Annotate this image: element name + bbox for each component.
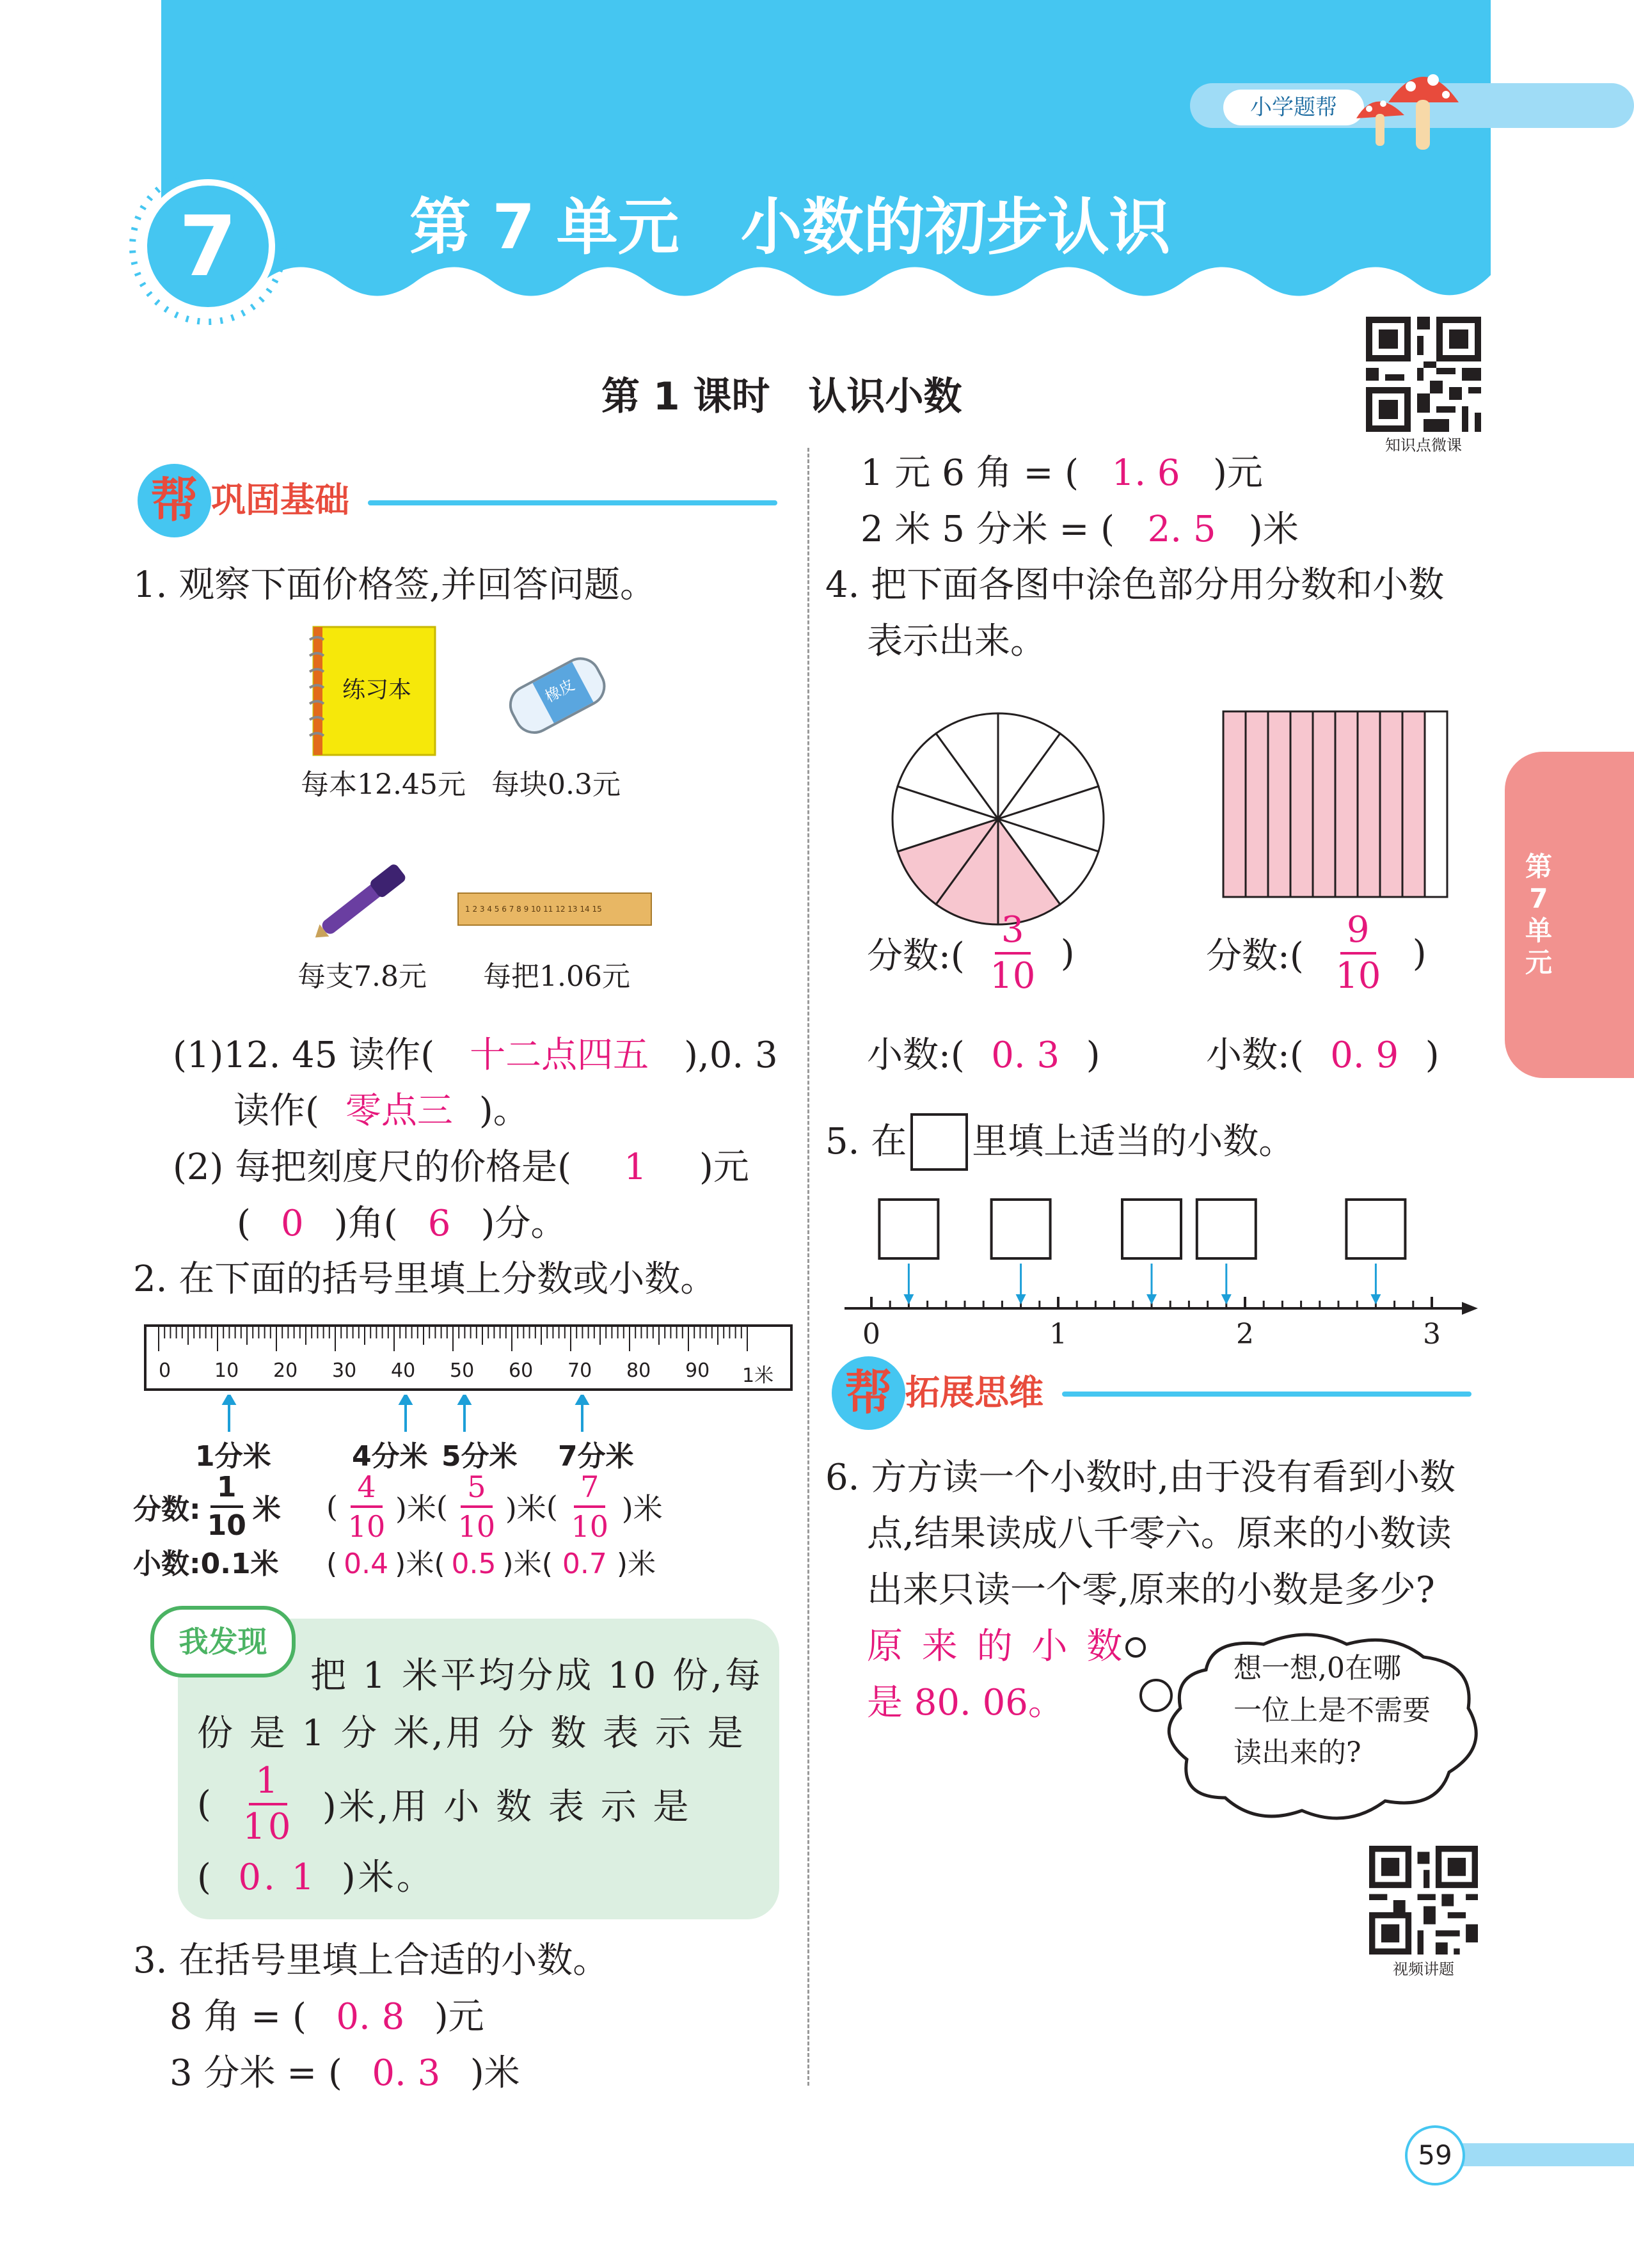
ruler-label: 10 bbox=[214, 1360, 239, 1382]
q1-answer-jiao: 0 bbox=[281, 1203, 304, 1244]
bar-strip-diagram bbox=[1222, 710, 1452, 902]
note-fraction: $\frac{1}{10}$ bbox=[242, 1760, 294, 1848]
axis-label: 2 bbox=[1236, 1318, 1254, 1351]
unit-title: 第 7 单元 小数的初步认识 bbox=[409, 191, 1171, 263]
arrow-label: 4分米 bbox=[352, 1440, 428, 1473]
q1-part1-line2: 读作( 零点三 )。 bbox=[234, 1082, 529, 1140]
pointer-arrowhead bbox=[1221, 1294, 1232, 1304]
q2-decimal-row: 小数:0.1米 bbox=[133, 1548, 279, 1580]
ruler-label: 20 bbox=[273, 1360, 298, 1382]
note-line4: ( 0. 1 )米。 bbox=[197, 1849, 435, 1907]
strip-segment bbox=[1425, 711, 1447, 897]
axis-label: 1 bbox=[1049, 1318, 1067, 1351]
q2-arrows bbox=[144, 1395, 793, 1433]
mushroom-logo bbox=[1350, 58, 1471, 154]
pointer-arrowhead bbox=[1016, 1294, 1026, 1304]
q2-text: 2. 在下面的括号里填上分数或小数。 bbox=[133, 1258, 717, 1300]
decimal-answer: 0.4 bbox=[344, 1548, 389, 1580]
answer-box bbox=[992, 1200, 1051, 1258]
section-badge-basic: 帮 bbox=[138, 464, 211, 537]
q1-answer-fen: 6 bbox=[427, 1203, 451, 1244]
ruler-label: 50 bbox=[450, 1360, 475, 1382]
strip-segment bbox=[1380, 711, 1402, 897]
section-rule-basic bbox=[368, 500, 777, 505]
qr-caption-video: 视频讲题 bbox=[1393, 1960, 1454, 1978]
pointer-arrowhead bbox=[1146, 1294, 1157, 1304]
lesson-title: 第 1 课时 认识小数 bbox=[601, 374, 962, 419]
q3-row: 2 米 5 分米 = ( 2. 5 )米 bbox=[861, 509, 1299, 550]
pie-fraction-answer: $\frac{3}{10}$ bbox=[990, 909, 1036, 997]
strip-segment bbox=[1313, 711, 1335, 897]
q1-text: 1. 观察下面价格签,并回答问题。 bbox=[133, 564, 656, 606]
ruler-label: 90 bbox=[685, 1360, 710, 1382]
q1-answer-read: 十二点四五 bbox=[470, 1035, 649, 1076]
q2-decimal-answers: ( 0.4 )米( 0.5 )米( 0.7 )米 bbox=[326, 1539, 656, 1590]
axis-label: 3 bbox=[1423, 1318, 1441, 1351]
discovery-tag: 我发现 bbox=[150, 1606, 296, 1677]
note-line3: ( $\frac{1}{10}$ )米,用 小 数 表 示 是 bbox=[197, 1760, 692, 1848]
strip-segment bbox=[1358, 711, 1380, 897]
section-badge-extend: 帮 bbox=[832, 1356, 905, 1430]
q5-text: 5. 在 里填上适当的小数。 bbox=[825, 1113, 1294, 1171]
pie-diagram bbox=[886, 707, 1110, 931]
example-fraction: $\frac{1}{10}$ bbox=[207, 1471, 246, 1542]
answer-box bbox=[879, 1200, 938, 1258]
q3-row: 8 角 = ( 0. 8 )元 bbox=[170, 1996, 484, 2038]
q3-row: 3 分米 = ( 0. 3 )米 bbox=[170, 2052, 520, 2094]
qr-code-video bbox=[1369, 1846, 1478, 1955]
ruler-label: 1米 bbox=[742, 1365, 774, 1387]
section-label-basic: 巩固基础 bbox=[211, 480, 349, 520]
pen-image bbox=[307, 848, 422, 950]
q4-rect-fraction: 分数:( $\frac{9}{10}$ ) bbox=[1206, 909, 1427, 997]
q1-part1-line1: (1)12. 45 读作( 十二点四五 ),0. 3 bbox=[173, 1027, 778, 1084]
ruler-label: 70 bbox=[567, 1360, 592, 1382]
note-line1: 把 1 米平均分成 10 份,每 bbox=[310, 1655, 763, 1697]
section-label-extend: 拓展思维 bbox=[905, 1372, 1043, 1413]
answer-box bbox=[1346, 1200, 1405, 1258]
answer-box bbox=[1122, 1200, 1181, 1258]
q2-fraction-answers: ( $\frac{4}{10}$ )米 ( $\frac{5}{10}$ )米 ( $\frac{7}{10}$ )米 bbox=[326, 1470, 663, 1544]
ruler-price: 每把1.06元 bbox=[483, 960, 630, 993]
q2-fraction-row: 分数: $\frac{1}{10}$ 米 bbox=[133, 1471, 281, 1542]
ruler-label: 80 bbox=[626, 1360, 651, 1382]
bubble-text: 想一想,0在哪 一位上是不需要 读出来的? bbox=[1233, 1652, 1431, 1769]
page-number: 59 bbox=[1405, 2125, 1465, 2185]
strip-segment bbox=[1246, 711, 1268, 897]
q4-circle-fraction: 分数:( $\frac{3}{10}$ ) bbox=[867, 909, 1075, 997]
note-decimal: 0. 1 bbox=[238, 1857, 317, 1898]
q4-circle-decimal: 小数:( 0. 3 ) bbox=[867, 1035, 1100, 1076]
q6-line1: 6. 方方读一个小数时,由于没有看到小数 bbox=[825, 1457, 1456, 1498]
pen-price: 每支7.8元 bbox=[297, 960, 427, 993]
q3-row: 1 元 6 角 = ( 1. 6 )元 bbox=[861, 452, 1263, 494]
axis-label: 0 bbox=[862, 1318, 880, 1351]
q1-part2-line2: ( 0 )角( 6 )分。 bbox=[237, 1195, 566, 1253]
unit-number: 7 bbox=[178, 198, 237, 295]
strip-segment bbox=[1290, 711, 1313, 897]
qr-code-lesson bbox=[1366, 317, 1481, 432]
fraction-answer: $\frac{5}{10}$ bbox=[457, 1470, 496, 1544]
q1-part2-line1: (2) 每把刻度尺的价格是( 1 )元 bbox=[173, 1139, 749, 1196]
decimal-answer: 0.7 bbox=[562, 1548, 607, 1580]
pointer-arrowhead bbox=[1370, 1294, 1381, 1304]
ruler-label: 40 bbox=[391, 1360, 416, 1382]
strip-segment bbox=[1402, 711, 1425, 897]
strip-segment bbox=[1268, 711, 1290, 897]
q4-text-line2: 表示出来。 bbox=[867, 621, 1046, 662]
arrow-label: 7分米 bbox=[558, 1440, 634, 1473]
strip-segment bbox=[1335, 711, 1358, 897]
ruler-label: 30 bbox=[332, 1360, 357, 1382]
example-box bbox=[910, 1113, 968, 1171]
q6-answer-line1: 原 来 的 小 数 bbox=[867, 1626, 1127, 1667]
decimal-answer: 0.5 bbox=[451, 1548, 496, 1580]
eraser-price: 每块0.3元 bbox=[491, 768, 621, 801]
q4-rect-decimal: 小数:( 0. 9 ) bbox=[1206, 1035, 1440, 1076]
fraction-answer: $\frac{7}{10}$ bbox=[571, 1470, 609, 1544]
pointer-arrowhead bbox=[903, 1294, 914, 1304]
strip-segment bbox=[1223, 711, 1246, 897]
q1-answer-read2: 零点三 bbox=[345, 1090, 453, 1132]
brand-label: 小学题帮 bbox=[1223, 90, 1364, 125]
section-rule-extend bbox=[1062, 1392, 1471, 1397]
note-line2: 份 是 1 分 米,用 分 数 表 示 是 bbox=[197, 1713, 746, 1754]
number-line bbox=[832, 1187, 1484, 1360]
arrow-label: 5分米 bbox=[441, 1440, 518, 1473]
notebook-price: 每本12.45元 bbox=[301, 768, 466, 801]
ruler-label: 60 bbox=[509, 1360, 534, 1382]
q6-line2: 点,结果读成八千零六。原来的小数读 bbox=[867, 1513, 1452, 1555]
qr-caption-lesson: 知识点微课 bbox=[1385, 436, 1462, 454]
ruler-ticks: 1 2 3 4 5 6 7 8 9 10 11 12 13 14 15 bbox=[465, 905, 602, 914]
fraction-answer: $\frac{4}{10}$ bbox=[347, 1470, 386, 1544]
column-divider bbox=[807, 448, 809, 2086]
strip-fraction-answer: $\frac{9}{10}$ bbox=[1335, 909, 1381, 997]
q3-text: 3. 在括号里填上合适的小数。 bbox=[133, 1940, 609, 1981]
q6-answer-line2: 是 80. 06。 bbox=[867, 1682, 1064, 1724]
q4-text-line1: 4. 把下面各图中涂色部分用分数和小数 bbox=[825, 564, 1445, 606]
answer-box bbox=[1197, 1200, 1256, 1258]
notebook-label: 练习本 bbox=[342, 677, 412, 703]
q1-answer-yuan: 1 bbox=[624, 1146, 647, 1188]
axis-arrowhead bbox=[1462, 1302, 1478, 1315]
ruler-label: 0 bbox=[159, 1360, 171, 1382]
side-tab-text: 第 7 单 元 bbox=[1525, 851, 1552, 978]
q6-line3: 出来只读一个零,原来的小数是多少? bbox=[867, 1569, 1435, 1611]
ruler-image bbox=[457, 892, 652, 926]
arrow-label: 1分米 bbox=[195, 1440, 271, 1473]
eraser-label: 橡皮 bbox=[542, 676, 578, 706]
